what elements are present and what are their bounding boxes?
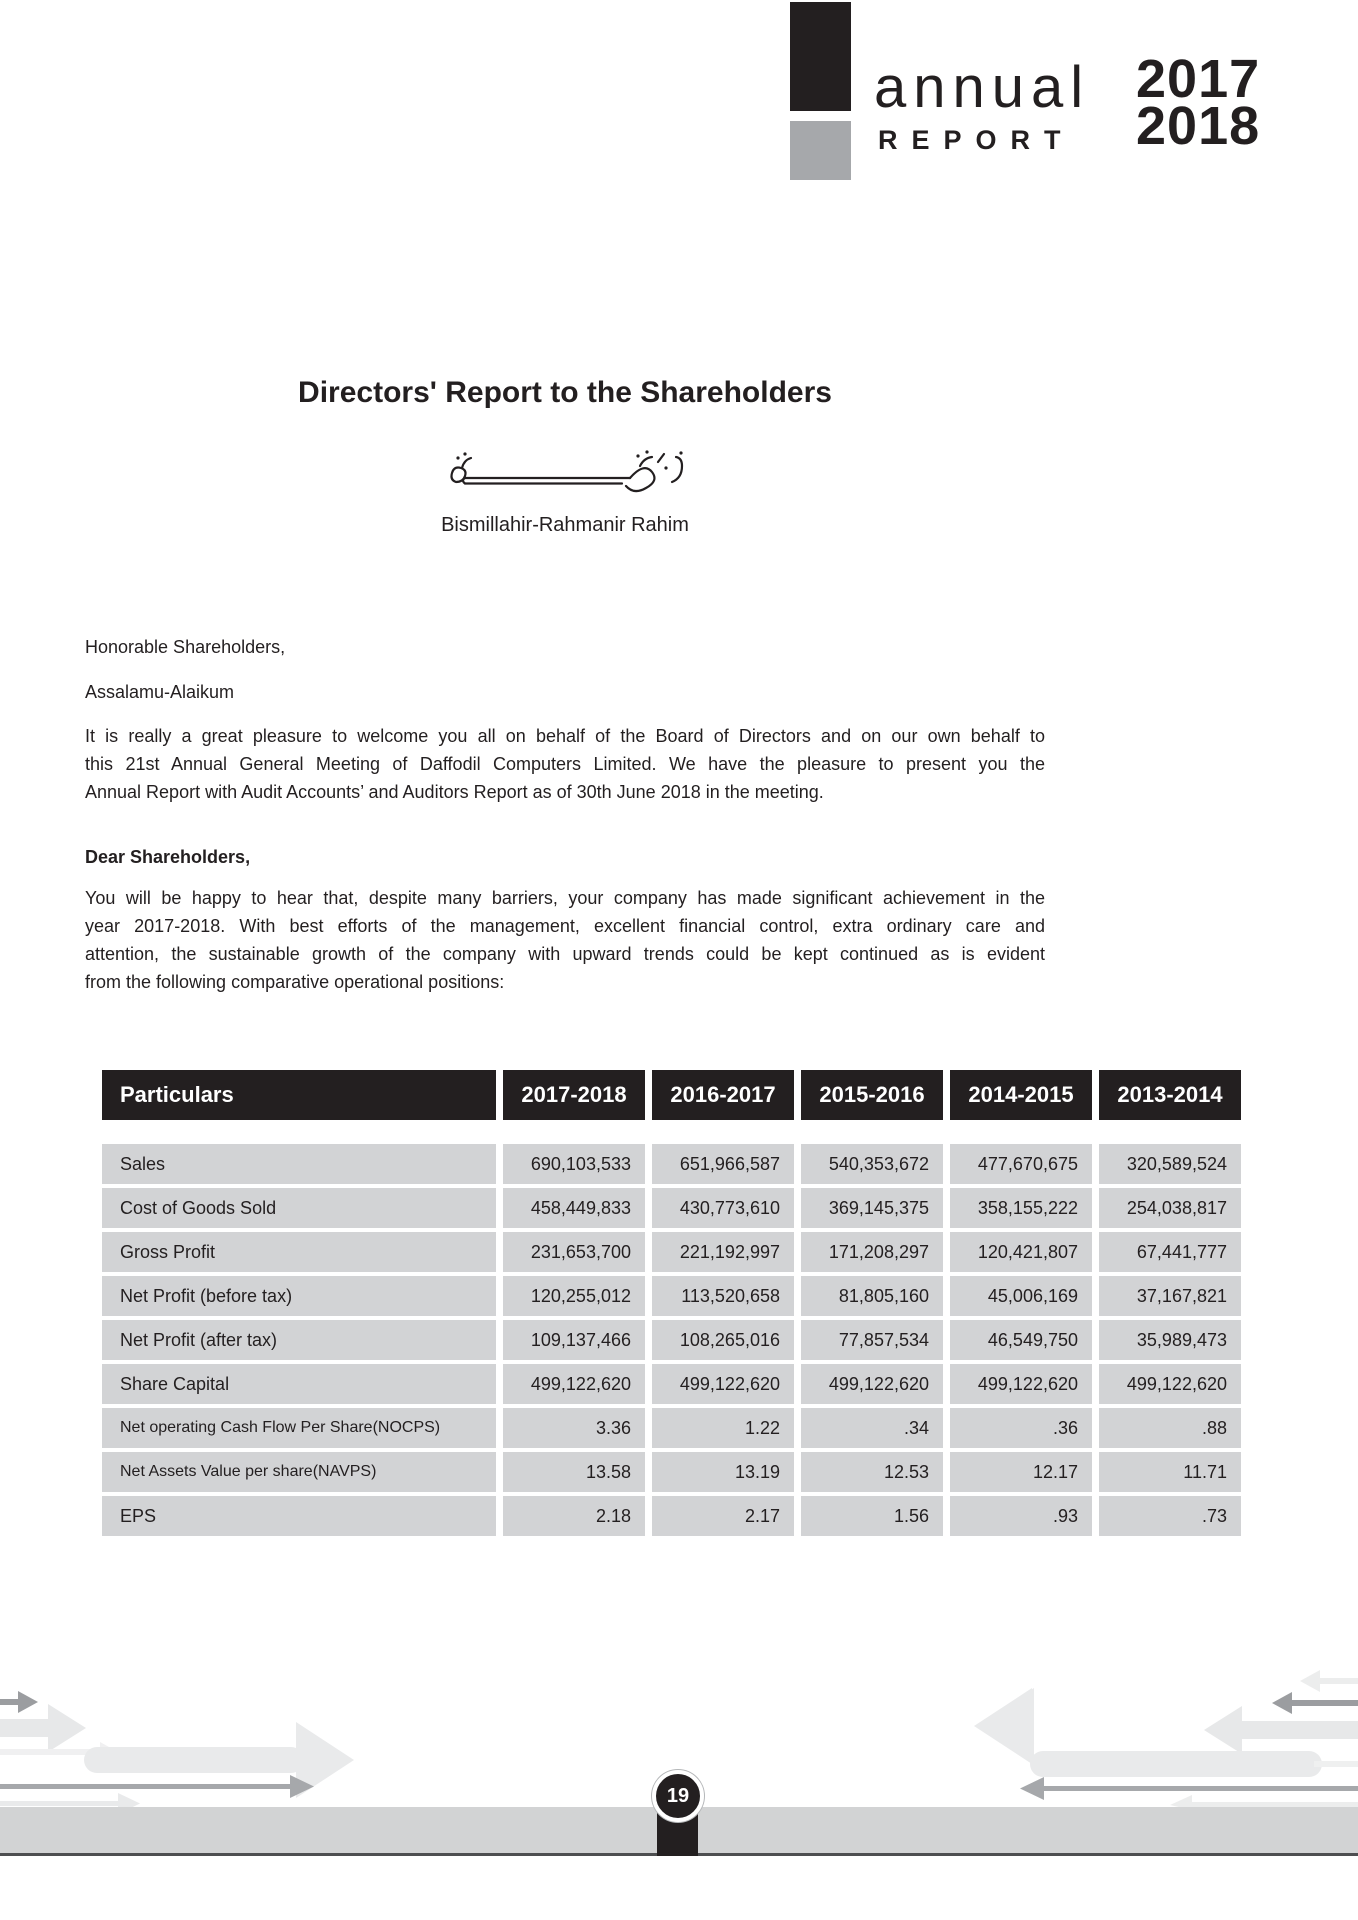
footer-arrows-left-decoration bbox=[0, 1680, 420, 1825]
row-value: 171,208,297 bbox=[801, 1232, 943, 1272]
row-value: .88 bbox=[1099, 1408, 1241, 1448]
row-value: 221,192,997 bbox=[652, 1232, 794, 1272]
row-label: EPS bbox=[102, 1496, 496, 1536]
column-header-2017-2018: 2017-2018 bbox=[503, 1070, 645, 1120]
row-value: 120,421,807 bbox=[950, 1232, 1092, 1272]
row-value: 81,805,160 bbox=[801, 1276, 943, 1316]
row-value: 540,353,672 bbox=[801, 1144, 943, 1184]
row-value: 320,589,524 bbox=[1099, 1144, 1241, 1184]
salutation-honorable: Honorable Shareholders, bbox=[85, 637, 286, 657]
logo-gray-square bbox=[790, 121, 851, 180]
column-header-2014-2015: 2014-2015 bbox=[950, 1070, 1092, 1120]
row-value: 2.17 bbox=[652, 1496, 794, 1536]
row-value: 13.58 bbox=[503, 1452, 645, 1492]
row-value: 37,167,821 bbox=[1099, 1276, 1241, 1316]
row-value: 109,137,466 bbox=[503, 1320, 645, 1360]
row-value: 458,449,833 bbox=[503, 1188, 645, 1228]
row-value: 430,773,610 bbox=[652, 1188, 794, 1228]
row-value: .73 bbox=[1099, 1496, 1241, 1536]
paragraph-line: Annual Report with Audit Accounts’ and Auditors Report as of 30th June 2018 in the meeting. bbox=[85, 782, 824, 802]
column-header-particulars: Particulars bbox=[102, 1070, 496, 1120]
dear-shareholders-heading: Dear Shareholders, bbox=[85, 847, 251, 867]
row-label: Net Profit (before tax) bbox=[102, 1276, 496, 1316]
row-value: 45,006,169 bbox=[950, 1276, 1092, 1316]
logo-year-top: 2017 bbox=[1136, 49, 1261, 109]
row-label: Sales bbox=[102, 1144, 496, 1184]
logo-years bbox=[1136, 49, 1261, 156]
row-value: 35,989,473 bbox=[1099, 1320, 1241, 1360]
logo-black-bar bbox=[790, 2, 851, 111]
row-value: 67,441,777 bbox=[1099, 1232, 1241, 1272]
footer-arrows-right-decoration bbox=[938, 1648, 1358, 1815]
table-header-row bbox=[102, 1070, 1241, 1120]
row-value: 499,122,620 bbox=[503, 1364, 645, 1404]
row-label: Cost of Goods Sold bbox=[102, 1188, 496, 1228]
salutation-assalamu: Assalamu-Alaikum bbox=[85, 682, 235, 702]
page-title: Directors' Report to the Shareholders bbox=[298, 376, 832, 409]
paragraph-line: year 2017-2018. With best efforts of the management, excellent financial control, extra ordinary care and bbox=[85, 916, 1045, 936]
row-value: 1.22 bbox=[652, 1408, 794, 1448]
paragraph-line: this 21st Annual General Meeting of Daffodil Computers Limited. We have the pleasure to present you the bbox=[85, 754, 1045, 774]
row-value: 651,966,587 bbox=[652, 1144, 794, 1184]
row-value: 231,653,700 bbox=[503, 1232, 645, 1272]
page-number-badge: 19 bbox=[652, 1770, 704, 1822]
paragraph-line: You will be happy to hear that, despite many barriers, your company has made significant achievement in the bbox=[85, 888, 1045, 908]
row-value: 108,265,016 bbox=[652, 1320, 794, 1360]
row-label: Net Profit (after tax) bbox=[102, 1320, 496, 1360]
row-label: Net operating Cash Flow Per Share(NOCPS) bbox=[102, 1408, 496, 1448]
row-value: 13.19 bbox=[652, 1452, 794, 1492]
row-value: .93 bbox=[950, 1496, 1092, 1536]
row-value: 499,122,620 bbox=[801, 1364, 943, 1404]
row-value: .34 bbox=[801, 1408, 943, 1448]
row-value: 77,857,534 bbox=[801, 1320, 943, 1360]
paragraph-welcome bbox=[85, 722, 1045, 806]
row-label: Gross Profit bbox=[102, 1232, 496, 1272]
paragraph-line: from the following comparative operational positions: bbox=[85, 972, 505, 992]
row-value: 3.36 bbox=[503, 1408, 645, 1448]
row-value: 12.53 bbox=[801, 1452, 943, 1492]
row-value: 11.71 bbox=[1099, 1452, 1241, 1492]
paragraph-line: It is really a great pleasure to welcome you all on behalf of the Board of Directors and on our own behalf to bbox=[85, 726, 1045, 746]
row-label: Share Capital bbox=[102, 1364, 496, 1404]
table-body bbox=[102, 1144, 1241, 1536]
row-value: 1.56 bbox=[801, 1496, 943, 1536]
row-value: 46,549,750 bbox=[950, 1320, 1092, 1360]
logo-annual-text: annual bbox=[874, 55, 1091, 120]
logo-year-bottom: 2018 bbox=[1136, 96, 1261, 156]
bismillah-calligraphy bbox=[85, 448, 1045, 509]
row-value: 690,103,533 bbox=[503, 1144, 645, 1184]
row-value: 477,670,675 bbox=[950, 1144, 1092, 1184]
column-header-2016-2017: 2016-2017 bbox=[652, 1070, 794, 1120]
column-header-2015-2016: 2015-2016 bbox=[801, 1070, 943, 1120]
paragraph-achievement bbox=[85, 884, 1045, 996]
bismillah-transliteration: Bismillahir-Rahmanir Rahim bbox=[441, 514, 689, 536]
row-value: 113,520,658 bbox=[652, 1276, 794, 1316]
row-value: 369,145,375 bbox=[801, 1188, 943, 1228]
logo-report-text: REPORT bbox=[878, 125, 1075, 155]
row-value: 499,122,620 bbox=[1099, 1364, 1241, 1404]
row-value: 12.17 bbox=[950, 1452, 1092, 1492]
row-value: 120,255,012 bbox=[503, 1276, 645, 1316]
row-label: Net Assets Value per share(NAVPS) bbox=[102, 1452, 496, 1492]
row-value: 254,038,817 bbox=[1099, 1188, 1241, 1228]
row-value: 358,155,222 bbox=[950, 1188, 1092, 1228]
row-value: 499,122,620 bbox=[652, 1364, 794, 1404]
paragraph-line: attention, the sustainable growth of the company with upward trends could be kept continued as is evident bbox=[85, 944, 1045, 964]
row-value: 2.18 bbox=[503, 1496, 645, 1536]
row-value: .36 bbox=[950, 1408, 1092, 1448]
row-value: 499,122,620 bbox=[950, 1364, 1092, 1404]
column-header-2013-2014: 2013-2014 bbox=[1099, 1070, 1241, 1120]
